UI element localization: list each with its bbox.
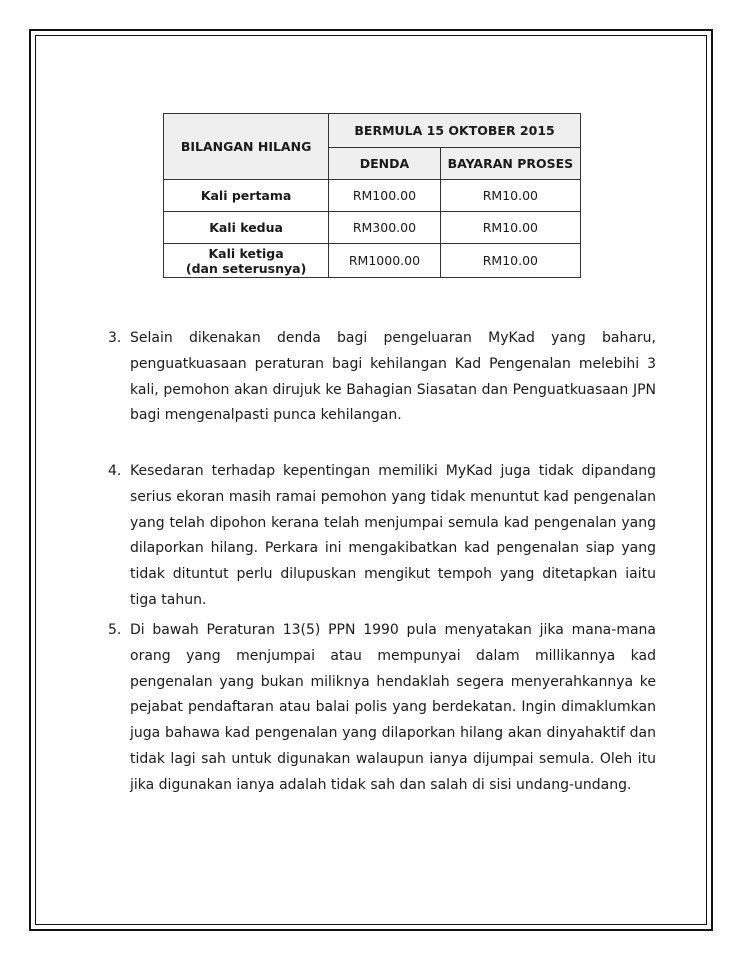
paragraph-number: 5. xyxy=(108,622,122,638)
denda-value: RM100.00 xyxy=(329,180,441,212)
row-label: Kali kedua xyxy=(164,212,329,244)
paragraph-4 xyxy=(108,459,656,614)
row-label-line2: (dan seterusnya) xyxy=(185,260,307,276)
table-row xyxy=(164,212,581,244)
table-row xyxy=(164,244,581,278)
header-bermula: BERMULA 15 OKTOBER 2015 xyxy=(329,114,581,148)
denda-value: RM300.00 xyxy=(329,212,441,244)
row-label-line1: Kali ketiga xyxy=(208,245,284,261)
paragraph-text: Selain dikenakan denda bagi pengeluaran MyKad yang baharu, penguatkuasaan peraturan bagi kehilangan Kad Pengenalan melebihi 3 kali, pemohon akan dirujuk ke Bahagian Siasatan dan Penguatkuasaan JPN bagi mengenalpasti punca kehilangan. xyxy=(130,330,656,424)
table-row xyxy=(164,180,581,212)
bayaran-value: RM10.00 xyxy=(440,212,580,244)
row-label xyxy=(164,244,329,278)
header-bilangan-hilang: BILANGAN HILANG xyxy=(164,114,329,180)
bayaran-value: RM10.00 xyxy=(440,180,580,212)
denda-value: RM1000.00 xyxy=(329,244,441,278)
fee-table xyxy=(163,113,581,278)
paragraph-text: Kesedaran terhadap kepentingan memiliki MyKad juga tidak dipandang serius ekoran masih ramai pemohon yang tidak menuntut kad pengenalan yang telah dipohon kerana telah menjumpai semula kad pengenalan yang dilaporkan hilang. Perkara ini mengakibatkan kad pengenalan siap yang tidak dituntut perlu dilupuskan mengikut tempoh yang ditetapkan iaitu tiga tahun. xyxy=(130,463,656,608)
row-label: Kali pertama xyxy=(164,180,329,212)
paragraph-number: 3. xyxy=(108,330,122,346)
header-bayaran-proses: BAYARAN PROSES xyxy=(440,148,580,180)
bayaran-value: RM10.00 xyxy=(440,244,580,278)
paragraph-text: Di bawah Peraturan 13(5) PPN 1990 pula menyatakan jika mana-mana orang yang menjumpai atau mempunyai dalam millikannya kad pengenalan yang bukan miliknya hendaklah segera menyerahkannya ke pejabat pendaftaran atau balai polis yang berdekatan. Ingin dimaklumkan juga bahawa kad pengenalan yang dilaporkan hilang akan dinyahaktif dan tidak lagi sah untuk digunakan walaupun ianya dijumpai semula. Oleh itu jika digunakan ianya adalah tidak sah dan salah di sisi undang-undang. xyxy=(130,622,656,793)
paragraph-number: 4. xyxy=(108,463,122,479)
paragraph-5 xyxy=(108,618,656,799)
paragraph-3 xyxy=(108,326,656,429)
header-denda: DENDA xyxy=(329,148,441,180)
